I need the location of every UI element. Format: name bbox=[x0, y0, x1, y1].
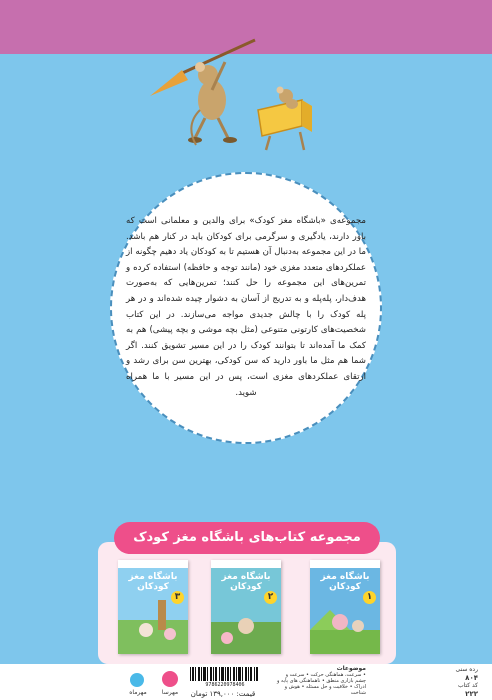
price-label: قیمت: ۱۳۹,۰۰۰ تومان bbox=[190, 690, 256, 698]
book-number: ۳ bbox=[171, 591, 184, 604]
mice-illustration bbox=[0, 0, 492, 170]
publisher-name: مهرسا bbox=[161, 689, 179, 696]
code-label-1: رده سنی bbox=[455, 666, 478, 673]
book-title: باشگاه مغز کودکان bbox=[320, 572, 370, 592]
blurb-paragraph: مجموعه‌ی «باشگاه مغز کودک» برای والدین و معلمانی است که باور دارند، یادگیری و سرگرمی برای کودکان باید در کنار هم باشد. ما در این مجموعه به‌دنبال آن هستیم تا به کودکان یاد دهیم چگونه از عملکردهای متعدد مغزی خود (مانند توجه و حافظه) استفاده کرده و تمرین‌های این مجموعه را حل کنند؛ تمرین‌هایی که به‌صورت هدف‌دار، پله‌پله و به تدریج از آسان به دشوار چیده شده‌اند و در هر پله کودک را با چالش جدیدی مواجه می‌سازند. در این کتاب شخصیت‌های کارتونی متنوعی (مثل بچه موشی و بچه پیشی) هم به کمک ما آمده‌اند تا بتوانند کودک را در این مسیر تشویق کنند. اگر شما هم مثل ما باور دارید که سن کودکی، بهترین سن برای رشد و ارتقای عملکردهای مغزی است، پس در این مسیر با ما همراه شوید. bbox=[126, 216, 366, 398]
publisher-name: مهرماه bbox=[129, 689, 147, 696]
broom-head-icon bbox=[150, 70, 188, 96]
book-title: باشگاه مغز کودکان bbox=[128, 572, 178, 592]
code-value-2: ۲۲۲ bbox=[465, 690, 478, 698]
series-title: مجموعه کتاب‌های باشگاه مغز کودک bbox=[114, 522, 380, 554]
book-cover-1 bbox=[310, 560, 380, 654]
codes-block bbox=[418, 666, 478, 698]
subjects-block bbox=[276, 666, 366, 696]
isbn-number: 9786220978406 bbox=[205, 682, 245, 688]
book-cover-3 bbox=[118, 560, 188, 654]
book-cover-2 bbox=[211, 560, 281, 654]
subjects-list: • سرعت، هماهنگی حرکت • سرعت و چشم بازاری منطق • ناهماهنگی های پایه و ادراک • خلاقیت و حل مسئله • هوش و شناخت bbox=[277, 672, 366, 696]
code-value-1: ۸۰۴ bbox=[465, 674, 478, 682]
publisher-logo-icon bbox=[162, 671, 178, 687]
mouse-body bbox=[198, 80, 226, 120]
subjects-label: موضوعات bbox=[336, 665, 366, 672]
blurb-text bbox=[126, 214, 366, 401]
mouse-ear bbox=[195, 62, 205, 72]
code-label-2: کد کتاب bbox=[457, 682, 478, 689]
book-number: ۱ bbox=[363, 591, 376, 604]
publisher-logo-icon bbox=[130, 673, 144, 687]
book-title: باشگاه مغز کودکان bbox=[221, 572, 271, 592]
book-number: ۲ bbox=[264, 591, 277, 604]
